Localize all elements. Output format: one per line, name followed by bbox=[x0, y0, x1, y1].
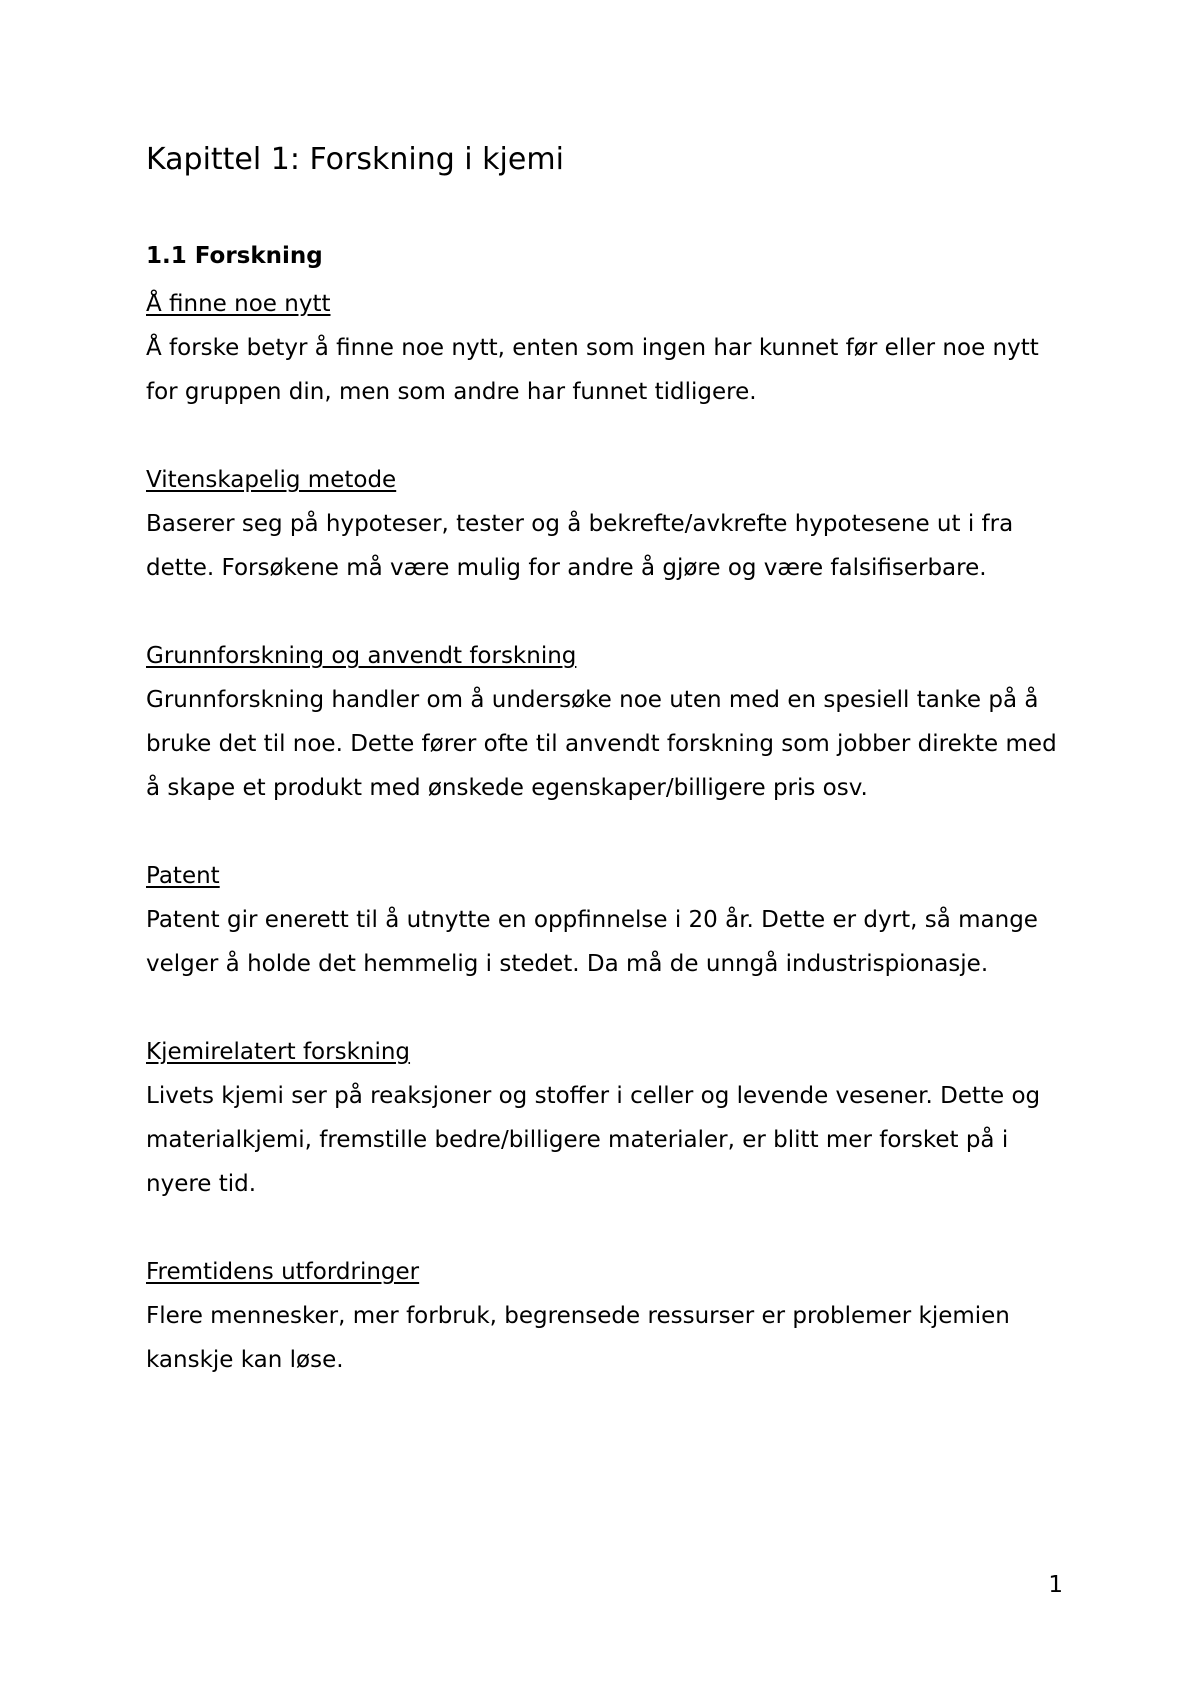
subsection-vitenskapelig-metode bbox=[146, 458, 1066, 590]
page-number: 1 bbox=[1048, 1572, 1063, 1598]
subsection-kjemirelatert-forskning bbox=[146, 1030, 1066, 1206]
subsection-heading: Kjemirelatert forskning bbox=[146, 1039, 411, 1065]
subsection-text: Grunnforskning handler om å undersøke noe uten med en spesiell tanke på å bruke det til noe. Dette fører ofte til anvendt forskning som jobber direkte med å skape et produkt med ønskede egenskaper/billigere pris osv. bbox=[146, 687, 1057, 801]
section-body bbox=[146, 282, 1066, 1426]
subsection-heading: Å finne noe nytt bbox=[146, 291, 331, 317]
subsection-text: Patent gir enerett til å utnytte en oppfinnelse i 20 år. Dette er dyrt, så mange velger å holde det hemmelig i stedet. Da må de unngå industrispionasje. bbox=[146, 907, 1038, 977]
subsection-heading: Vitenskapelig metode bbox=[146, 467, 397, 493]
subsection-heading: Grunnforskning og anvendt forskning bbox=[146, 643, 577, 669]
subsection-text: Å forske betyr å finne noe nytt, enten som ingen har kunnet før eller noe nytt for gruppen din, men som andre har funnet tidligere. bbox=[146, 335, 1039, 405]
section-title: 1.1 Forskning bbox=[146, 243, 323, 269]
subsection-heading: Patent bbox=[146, 863, 220, 889]
subsection-text: Livets kjemi ser på reaksjoner og stoffer i celler og levende vesener. Dette og materialkjemi, fremstille bedre/billigere materialer, er blitt mer forsket på i nyere tid. bbox=[146, 1083, 1041, 1197]
subsection-fremtidens-utfordringer bbox=[146, 1250, 1066, 1382]
chapter-title: Kapittel 1: Forskning i kjemi bbox=[146, 142, 564, 177]
subsection-heading: Fremtidens utfordringer bbox=[146, 1259, 420, 1285]
subsection-text: Flere mennesker, mer forbruk, begrensede ressurser er problemer kjemien kanskje kan løse. bbox=[146, 1303, 1010, 1373]
subsection-text: Baserer seg på hypoteser, tester og å bekrefte/avkrefte hypotesene ut i fra dette. Forsøkene må være mulig for andre å gjøre og være falsifiserbare. bbox=[146, 511, 1014, 581]
subsection-grunnforskning bbox=[146, 634, 1066, 810]
subsection-finne-noe-nytt bbox=[146, 282, 1066, 414]
subsection-patent bbox=[146, 854, 1066, 986]
